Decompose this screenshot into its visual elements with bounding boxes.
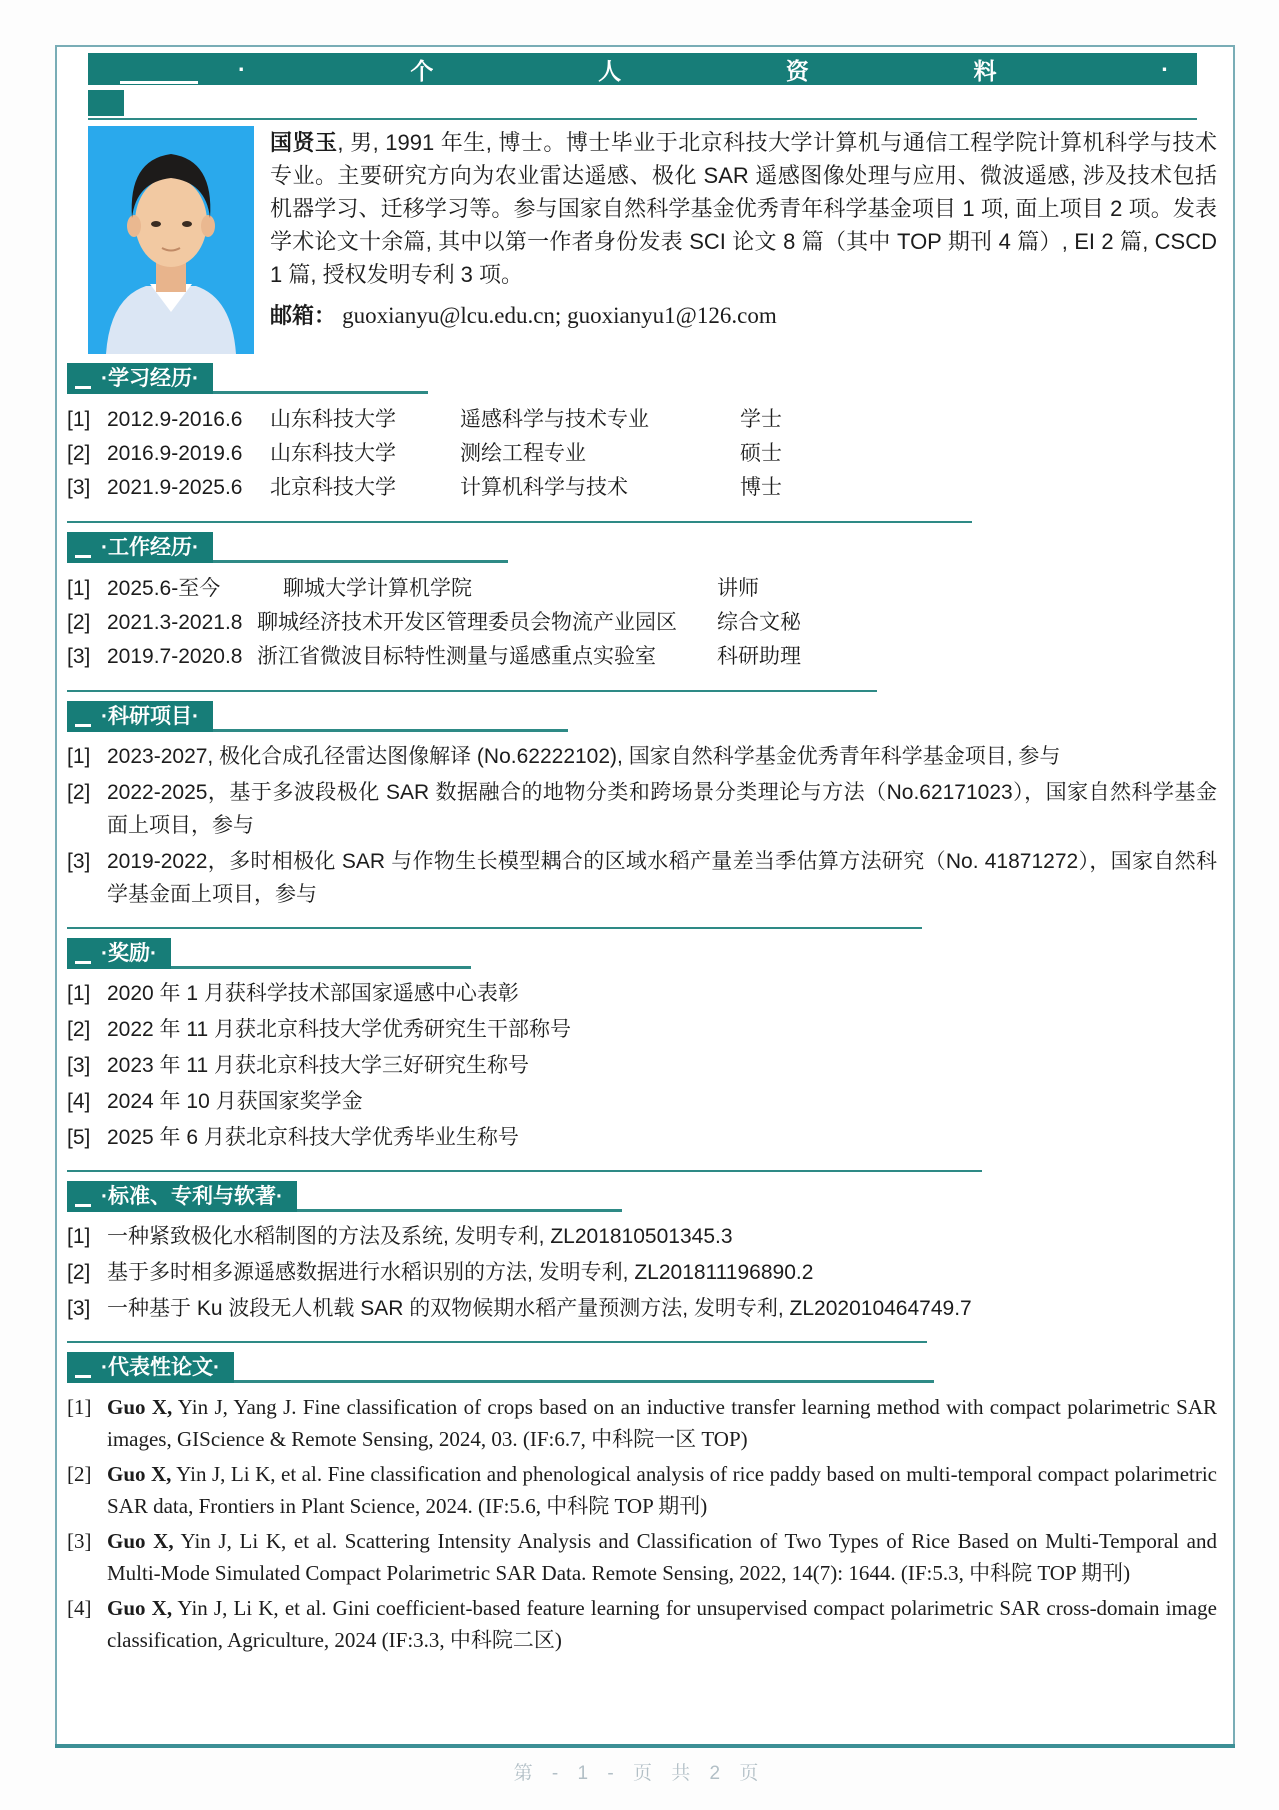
- bio-paragraph: [270, 126, 1217, 291]
- banner-title-char: 资: [785, 57, 809, 84]
- organization-cell: 浙江省微波目标特性测量与遥感重点实验室: [257, 645, 656, 668]
- list-item: [67, 1256, 1217, 1289]
- period-cell: 2016.9-2019.6: [107, 442, 243, 465]
- list-item: [67, 1592, 1217, 1656]
- item-index: [3]: [67, 850, 91, 873]
- section-underline: [213, 391, 428, 394]
- section-header: [67, 532, 1217, 563]
- paper-first-author: Guo X,: [107, 1596, 173, 1620]
- id-photo: [88, 126, 254, 354]
- paper-citation: [107, 1592, 1217, 1656]
- table-row: [67, 437, 1217, 471]
- banner-dot-right: ·: [1161, 55, 1169, 82]
- table-row: [67, 572, 1217, 606]
- section-title: ·学习经历·: [67, 363, 213, 394]
- item-index: [1]: [67, 982, 91, 1005]
- page-frame: [55, 45, 1235, 1747]
- item-text: 一种基于 Ku 波段无人机载 SAR 的双物候期水稻产量预测方法, 发明专利, ZL202010464749.7: [107, 1297, 972, 1320]
- item-index: [1]: [67, 1395, 92, 1419]
- organization-cell: 聊城经济技术开发区管理委员会物流产业园区: [257, 611, 677, 634]
- period-cell: 2021.9-2025.6: [107, 476, 243, 499]
- page-content: [57, 53, 1233, 1656]
- section-title: ·工作经历·: [67, 532, 213, 563]
- page-number: 第 - 1 - 页 共 2 页: [513, 1763, 766, 1784]
- section-header: [67, 701, 1217, 732]
- frame-bottom-rule: [55, 1744, 1235, 1748]
- page-footer: [0, 1758, 1279, 1785]
- teal-accent-block: [88, 90, 124, 116]
- item-text: 2023 年 11 月获北京科技大学三好研究生称号: [107, 1054, 530, 1077]
- list-item: [67, 740, 1217, 773]
- item-text: 2022-2025，基于多波段极化 SAR 数据融合的地物分类和跨场景分类理论与方法（No.62171023），国家自然科学基金面上项目，参与: [107, 781, 1217, 837]
- paper-text: Yin J, Yang J. Fine classification of crops based on an inductive transfer learning method with compact polarimetric SAR images, GIScience & Remote Sensing, 2024, 03. (IF:6.7, 中科院一区 TOP): [107, 1395, 1217, 1451]
- section-divider: [67, 521, 972, 523]
- list-item: [67, 1013, 1217, 1046]
- section-patents: [67, 1170, 1217, 1325]
- position-cell: 讲师: [717, 577, 759, 600]
- paper-text: Yin J, Li K, et al. Gini coefficient-based feature learning for unsupervised compact polarimetric SAR cross-domain image classification, Agriculture, 2024 (IF:3.3, 中科院二区): [107, 1596, 1217, 1652]
- degree-cell: 硕士: [740, 442, 782, 465]
- section-title: ·标准、专利与软著·: [67, 1181, 297, 1212]
- list-item: [67, 1220, 1217, 1253]
- banner-title-char: 料: [973, 57, 997, 84]
- item-text: 一种紧致极化水稻制图的方法及系统, 发明专利, ZL201810501345.3: [107, 1225, 733, 1248]
- school-cell: 山东科技大学: [270, 408, 396, 431]
- list-item: [67, 1049, 1217, 1082]
- list-item: [67, 1085, 1217, 1118]
- person-name: 国贤玉: [270, 130, 338, 155]
- item-text: 2022 年 11 月获北京科技大学优秀研究生干部称号: [107, 1018, 572, 1041]
- row-index: [2]: [67, 442, 91, 465]
- section-header: [67, 363, 1217, 394]
- position-cell: 科研助理: [717, 645, 801, 668]
- section-divider: [67, 927, 922, 929]
- patents-list: [67, 1220, 1217, 1325]
- banner-title-char: 个: [410, 57, 434, 84]
- profile-section: [88, 126, 1217, 354]
- item-index: [2]: [67, 781, 91, 804]
- papers-list: [67, 1391, 1217, 1656]
- row-index: [3]: [67, 645, 91, 668]
- item-index: [2]: [67, 1261, 91, 1284]
- section-title: ·科研项目·: [67, 701, 213, 732]
- section-divider: [67, 690, 877, 692]
- list-item: [67, 1292, 1217, 1325]
- item-index: [3]: [67, 1297, 91, 1320]
- item-index: [2]: [67, 1462, 92, 1486]
- period-cell: 2019.7-2020.8: [107, 645, 243, 668]
- item-index: [3]: [67, 1529, 92, 1553]
- row-index: [2]: [67, 611, 91, 634]
- list-item: [67, 1121, 1217, 1154]
- item-index: [1]: [67, 1225, 91, 1248]
- list-item: [67, 776, 1217, 842]
- paper-first-author: Guo X,: [107, 1529, 174, 1553]
- item-index: [3]: [67, 1054, 91, 1077]
- horizontal-rule: [88, 118, 1197, 120]
- list-item: [67, 977, 1217, 1010]
- degree-cell: 博士: [740, 476, 782, 499]
- section-title: ·代表性论文·: [67, 1352, 234, 1383]
- email-value: guoxianyu@lcu.edu.cn; guoxianyu1@126.com: [342, 303, 777, 328]
- position-cell: 综合文秘: [717, 611, 801, 634]
- section-underline: [171, 966, 471, 969]
- list-item: [67, 1391, 1217, 1455]
- paper-text: Yin J, Li K, et al. Scattering Intensity Analysis and Classification of Two Types of Rice Based on Multi-Temporal and Multi-Mode Simulated Compact Polarimetric SAR Data. Remote Sensing, 2022, 14(7): 1644. (IF:5.3, 中科院 TOP 期刊): [107, 1529, 1217, 1585]
- item-text: 2023-2027, 极化合成孔径雷达图像解译 (No.62222102), 国家自然科学基金优秀青年科学基金项目, 参与: [107, 745, 1061, 768]
- section-underline: [213, 729, 568, 732]
- section-header: [67, 1181, 1217, 1212]
- item-text: 2024 年 10 月获国家奖学金: [107, 1090, 363, 1113]
- item-text: 2020 年 1 月获科学技术部国家遥感中心表彰: [107, 982, 519, 1005]
- row-index: [1]: [67, 577, 91, 600]
- section-underline: [234, 1380, 934, 1383]
- section-work: [67, 521, 1217, 674]
- period-cell: 2012.9-2016.6: [107, 408, 243, 431]
- major-cell: 计算机科学与技术: [460, 476, 628, 499]
- section-awards: [67, 927, 1217, 1154]
- awards-list: [67, 977, 1217, 1154]
- list-item: [67, 845, 1217, 911]
- section-header: [67, 938, 1217, 969]
- email-line: [270, 299, 1217, 330]
- row-index: [1]: [67, 408, 91, 431]
- item-text: 2025 年 6 月获北京科技大学优秀毕业生称号: [107, 1126, 519, 1149]
- work-table: [67, 572, 1217, 674]
- education-table: [67, 403, 1217, 505]
- item-index: [4]: [67, 1596, 92, 1620]
- section-underline: [213, 560, 508, 563]
- paper-citation: [107, 1391, 1217, 1455]
- section-title: ·奖励·: [67, 938, 171, 969]
- paper-first-author: Guo X,: [107, 1462, 172, 1486]
- banner-title-char: 人: [598, 57, 622, 84]
- major-cell: 遥感科学与技术专业: [460, 408, 649, 431]
- paper-citation: [107, 1458, 1217, 1522]
- section-underline: [297, 1209, 622, 1212]
- list-item: [67, 1525, 1217, 1589]
- degree-cell: 学士: [740, 408, 782, 431]
- list-item: [67, 1458, 1217, 1522]
- section-divider: [67, 1170, 982, 1172]
- item-index: [5]: [67, 1126, 91, 1149]
- paper-citation: [107, 1525, 1217, 1589]
- person-portrait-illustration: [88, 126, 254, 354]
- projects-list: [67, 740, 1217, 911]
- email-label: 邮箱：: [270, 303, 337, 328]
- profile-text-column: [270, 126, 1217, 354]
- table-row: [67, 471, 1217, 505]
- school-cell: 北京科技大学: [270, 476, 396, 499]
- table-row: [67, 606, 1217, 640]
- section-papers: [67, 1341, 1217, 1656]
- section-header: [67, 1352, 1217, 1383]
- header-banner: [88, 53, 1197, 85]
- banner-dot-left: ·: [238, 55, 246, 82]
- period-cell: 2021.3-2021.8: [107, 611, 243, 634]
- table-row: [67, 403, 1217, 437]
- bio-text: , 男, 1991 年生, 博士。博士毕业于北京科技大学计算机与通信工程学院计算机科学与技术专业。主要研究方向为农业雷达遥感、极化 SAR 遥感图像处理与应用、微波遥感, 涉及技术包括机器学习、迁移学习等。参与国家自然科学基金优秀青年科学基金项目 1 项, 面上项目 2 项。发表学术论文十余篇, 其中以第一作者身份发表 SCI 论文 8 篇（其中 TOP 期刊 4 篇）, EI 2 篇, CSCD 1 篇, 授权发明专利 3 项。: [270, 130, 1217, 287]
- item-text: 基于多时相多源遥感数据进行水稻识别的方法, 发明专利, ZL201811196890.2: [107, 1261, 814, 1284]
- school-cell: 山东科技大学: [270, 442, 396, 465]
- period-cell: 2025.6-至今: [107, 577, 221, 600]
- item-index: [4]: [67, 1090, 91, 1113]
- item-index: [1]: [67, 745, 91, 768]
- section-education: [67, 363, 1217, 505]
- organization-cell: 聊城大学计算机学院: [283, 577, 472, 600]
- item-index: [2]: [67, 1018, 91, 1041]
- section-divider: [67, 1341, 927, 1343]
- item-text: 2019-2022，多时相极化 SAR 与作物生长模型耦合的区域水稻产量差当季估算方法研究（No. 41871272），国家自然科学基金面上项目，参与: [107, 850, 1217, 906]
- paper-text: Yin J, Li K, et al. Fine classification and phenological analysis of rice paddy based on multi-temporal compact polarimetric SAR data, Frontiers in Plant Science, 2024. (IF:5.6, 中科院 TOP 期刊): [107, 1462, 1217, 1518]
- paper-first-author: Guo X,: [107, 1395, 173, 1419]
- section-projects: [67, 690, 1217, 911]
- table-row: [67, 640, 1217, 674]
- major-cell: 测绘工程专业: [460, 442, 586, 465]
- row-index: [3]: [67, 476, 91, 499]
